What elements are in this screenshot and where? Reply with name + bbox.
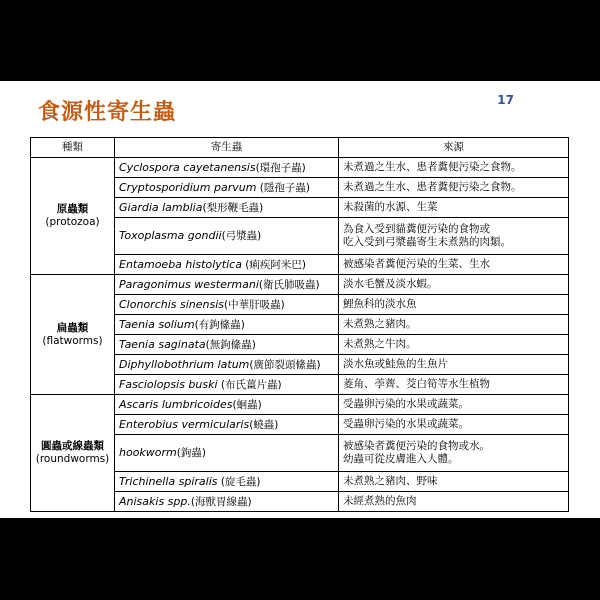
source-cell (339, 472, 569, 492)
source-text: 未煮過之生水、患者糞便污染之食物。 (343, 181, 522, 193)
slide (0, 81, 600, 518)
parasite-cell (115, 255, 339, 275)
source-text: 受蟲卵污染的水果或蔬菜。 (343, 418, 469, 430)
source-text: 菱角、荸薺、茭白筍等水生植物 (343, 378, 490, 390)
source-text: 幼蟲可從皮膚進入人體。 (343, 453, 459, 465)
parasite-cell (115, 335, 339, 355)
source-cell (339, 375, 569, 395)
parasite-scientific-name: Cyclospora cayetanensis (119, 160, 256, 174)
parasite-common-name: (痢疾阿米巴) (241, 258, 306, 271)
category-cell (31, 395, 115, 512)
parasite-cell (115, 492, 339, 512)
parasite-common-name: (環孢子蟲) (255, 161, 306, 174)
parasite-common-name: (有鉤絛蟲) (194, 318, 245, 331)
parasite-common-name: (布氏薑片蟲) (217, 378, 282, 391)
parasite-scientific-name: Paragonimus westermani (119, 277, 259, 291)
parasite-cell (115, 472, 339, 492)
source-text: 未煮過之生水、患者糞便污染之食物。 (343, 161, 522, 173)
source-cell (339, 395, 569, 415)
parasite-scientific-name: Entamoeba histolytica (119, 257, 242, 271)
category-name-en: (flatworms) (42, 334, 103, 347)
source-cell (339, 198, 569, 218)
source-text: 鯉魚科的淡水魚 (343, 298, 417, 310)
parasite-common-name: (蛔蟲) (232, 398, 262, 411)
source-text: 被感染者糞便污染的生菜、生水 (343, 258, 490, 270)
parasite-common-name: (鉤蟲) (176, 447, 206, 459)
source-cell (339, 218, 569, 255)
slide-title: 食源性寄生蟲 (38, 100, 177, 125)
category-cell (31, 275, 115, 395)
parasite-scientific-name: Enterobius vermicularis (119, 417, 250, 431)
parasite-cell (115, 395, 339, 415)
parasite-scientific-name: Trichinella spiralis (119, 474, 218, 488)
parasite-common-name: (廣節裂頭絛蟲) (249, 358, 321, 371)
parasite-table (30, 137, 569, 512)
source-cell (339, 255, 569, 275)
parasite-common-name: (隱孢子蟲) (256, 181, 310, 194)
table-row (31, 158, 569, 178)
parasite-cell (115, 435, 339, 472)
source-cell (339, 335, 569, 355)
source-text: 被感染者糞便污染的食物或水。 (343, 440, 490, 452)
parasite-scientific-name: Clonorchis sinensis (119, 297, 225, 311)
parasite-scientific-name: Cryptosporidium parvum (119, 180, 257, 194)
parasite-cell (115, 295, 339, 315)
source-text: 受蟲卵污染的水果或蔬菜。 (343, 398, 469, 410)
header-parasite: 寄生蟲 (115, 138, 339, 158)
parasite-common-name: (梨形鞭毛蟲) (202, 201, 264, 214)
category-name-en: (roundworms) (35, 453, 110, 465)
parasite-scientific-name: Fasciolopsis buski (119, 377, 218, 391)
source-cell (339, 295, 569, 315)
source-text: 淡水毛蟹及淡水蝦。 (343, 278, 438, 290)
table-row (31, 395, 569, 415)
header-source: 來源 (339, 138, 569, 158)
parasite-scientific-name: Diphyllobothrium latum (119, 357, 250, 371)
source-text: 為食入受到貓糞便污染的食物或 (343, 223, 490, 235)
source-text: 未經煮熟的魚肉 (343, 495, 417, 507)
source-cell (339, 355, 569, 375)
category-cell (31, 158, 115, 275)
source-text: 未煮熟之豬肉。 (343, 318, 417, 330)
parasite-cell (115, 198, 339, 218)
parasite-common-name: (衛氏肺吸蟲) (258, 278, 320, 291)
parasite-scientific-name: Toxoplasma gondii (119, 229, 222, 242)
parasite-scientific-name: Giardia lamblia (119, 200, 203, 214)
source-cell (339, 178, 569, 198)
source-text: 未殺菌的水源、生菜 (343, 201, 438, 213)
parasite-cell (115, 315, 339, 335)
table-row (31, 275, 569, 295)
parasite-scientific-name: hookworm (119, 446, 177, 459)
source-cell (339, 435, 569, 472)
parasite-common-name: (弓漿蟲) (221, 230, 262, 242)
parasite-cell (115, 355, 339, 375)
source-cell (339, 492, 569, 512)
parasite-common-name: (中華肝吸蟲) (224, 298, 285, 311)
parasite-cell (115, 178, 339, 198)
parasite-scientific-name: Ascaris lumbricoides (119, 397, 233, 411)
source-text: 吃入受到弓漿蟲寄生未煮熟的肉類。 (343, 236, 511, 248)
source-cell (339, 415, 569, 435)
parasite-common-name: (海獸胃線蟲) (190, 495, 252, 508)
source-text: 未煮熟之牛肉。 (343, 338, 417, 350)
page-number: 17 (497, 93, 514, 107)
parasite-cell (115, 415, 339, 435)
parasite-cell (115, 158, 339, 178)
source-cell (339, 315, 569, 335)
source-cell (339, 158, 569, 178)
parasite-common-name: (蟯蟲) (249, 418, 279, 431)
category-name-zh: 扁蟲類 (56, 321, 89, 334)
table-header-row (31, 138, 569, 158)
source-text: 未煮熟之豬肉、野味 (343, 475, 438, 487)
parasite-cell (115, 375, 339, 395)
source-text: 淡水魚或鮭魚的生魚片 (343, 358, 448, 370)
parasite-common-name: (無鉤絛蟲) (205, 338, 256, 351)
parasite-cell (115, 275, 339, 295)
parasite-scientific-name: Anisakis spp. (119, 494, 191, 508)
parasite-scientific-name: Taenia solium (119, 317, 195, 331)
header-category: 種類 (31, 138, 115, 158)
parasite-common-name: (旋毛蟲) (217, 475, 261, 488)
table-body (31, 158, 569, 512)
category-name-zh: 原蟲類 (56, 203, 89, 215)
category-name-en: (protozoa) (45, 216, 100, 228)
source-cell (339, 275, 569, 295)
category-name-zh: 圓蟲或線蟲類 (41, 440, 104, 452)
parasite-scientific-name: Taenia saginata (119, 337, 206, 351)
parasite-cell (115, 218, 339, 255)
